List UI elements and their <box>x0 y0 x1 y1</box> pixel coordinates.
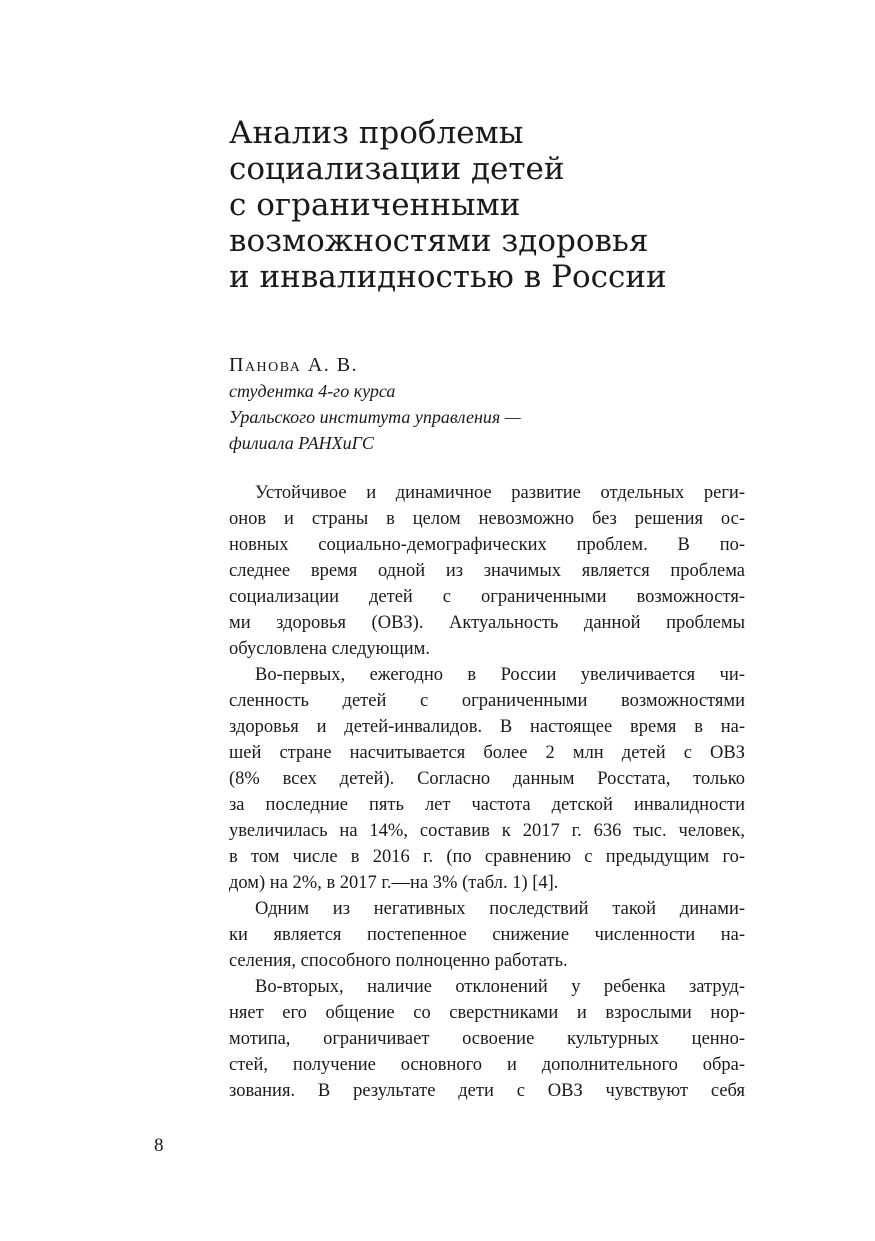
text-line: Одним из негативных последствий такой динами- <box>255 899 745 919</box>
paragraph-consequence <box>229 896 745 974</box>
title-line: социализации детей <box>229 151 565 187</box>
article-body <box>229 480 745 1104</box>
author-affiliation-line: студентка 4-го курса <box>229 381 396 401</box>
title-line: с ограниченными <box>229 187 521 223</box>
text-line: увеличилась на 14%, составив к 2017 г. 636 тыс. человек, <box>229 821 745 841</box>
text-line: зования. В результате дети с ОВЗ чувствуют себя <box>229 1081 745 1101</box>
author-affiliation-line: филиала РАНХиГС <box>229 433 374 453</box>
page-number: 8 <box>154 1135 164 1156</box>
text-line: сленность детей с ограниченными возможностями <box>229 691 745 711</box>
text-line: мотипа, ограничивает освоение культурных ценно- <box>229 1029 745 1049</box>
text-line: ми здоровья (ОВЗ). Актуальность данной проблемы <box>229 613 745 633</box>
text-line: Устойчивое и динамичное развитие отдельных реги- <box>255 483 745 503</box>
text-line: шей стране насчитывается более 2 млн детей с ОВЗ <box>229 743 745 763</box>
text-line: социализации детей с ограниченными возможностя- <box>229 587 745 607</box>
author-block <box>229 352 749 456</box>
text-line: следнее время одной из значимых является проблема <box>229 561 745 581</box>
text-line: онов и страны в целом невозможно без решения ос- <box>229 509 745 529</box>
title-line: Анализ проблемы <box>229 115 524 151</box>
text-line: новных социально-демографических проблем. В по- <box>229 535 745 555</box>
author-name: Панова А. В. <box>229 354 359 376</box>
paragraph-first-reason <box>229 662 745 896</box>
text-line: стей, получение основного и дополнительного обра- <box>229 1055 745 1075</box>
text-line: здоровья и детей-инвалидов. В настоящее время в на- <box>229 717 745 737</box>
title-line: возможностями здоровья <box>229 223 649 259</box>
paragraph-intro <box>229 480 745 662</box>
text-line: ки является постепенное снижение численности на- <box>229 925 745 945</box>
text-line: няет его общение со сверстниками и взрослыми нор- <box>229 1003 745 1023</box>
text-line: в том числе в 2016 г. (по сравнению с предыдущим го- <box>229 847 745 867</box>
text-line: (8% всех детей). Согласно данным Росстата, только <box>229 769 745 789</box>
author-affiliation-line: Уральского института управления — <box>229 407 521 427</box>
text-line: дом) на 2%, в 2017 г.—на 3% (табл. 1) [4]. <box>229 873 559 893</box>
text-line: Во-первых, ежегодно в России увеличивается чи- <box>255 665 745 685</box>
text-line: селения, способного полноценно работать. <box>229 951 568 971</box>
article-title <box>229 115 789 295</box>
title-line: и инвалидностью в России <box>229 259 667 295</box>
text-line: за последние пять лет частота детской инвалидности <box>229 795 745 815</box>
text-line: Во-вторых, наличие отклонений у ребенка затруд- <box>255 977 745 997</box>
text-line: обусловлена следующим. <box>229 639 430 659</box>
paragraph-second-reason <box>229 974 745 1104</box>
